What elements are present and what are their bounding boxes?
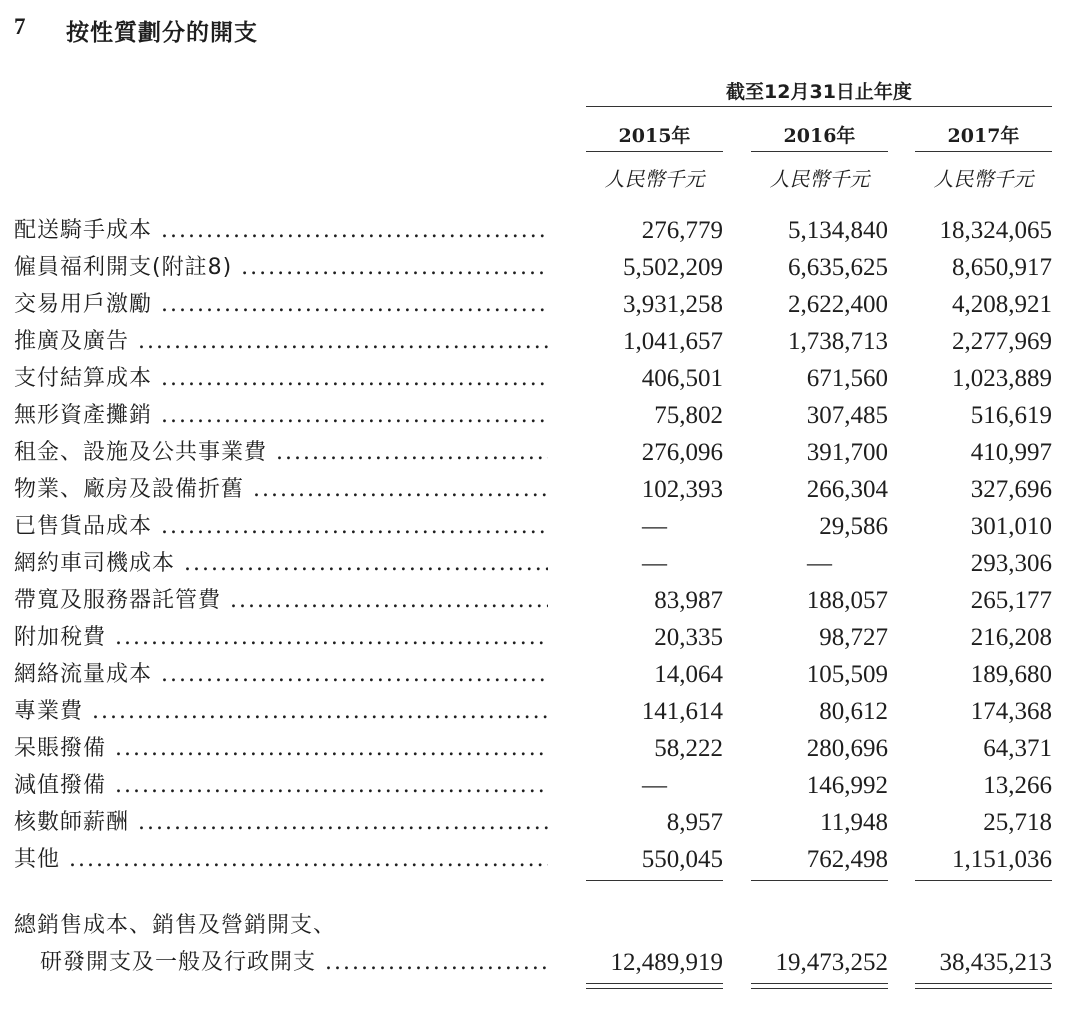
- row-value-2015: 8,957: [666, 809, 723, 836]
- row-label: 附加稅費 .....: [14, 619, 548, 656]
- row-value-2017: 18,324,065: [939, 217, 1052, 244]
- row-value-2016: 2,622,400: [788, 291, 888, 318]
- total-label-line1: 總銷售成本、銷售及營銷開支、: [14, 913, 337, 938]
- row-value-2017: 2,277,969: [952, 328, 1052, 355]
- period-rule: [586, 106, 1052, 107]
- row-value-2017: 410,997: [970, 439, 1052, 466]
- column-rule: [586, 151, 723, 152]
- row-value-2016: 762,498: [806, 846, 888, 873]
- subtotal-rule: [751, 880, 888, 881]
- row-value-2015: 58,222: [654, 735, 723, 762]
- row-value-2015: 1,041,657: [623, 328, 723, 355]
- table-row: [0, 249, 1080, 286]
- row-value-2017: 25,718: [983, 809, 1052, 836]
- row-value-2016: —: [807, 550, 832, 577]
- row-value-2016: 5,134,840: [788, 217, 888, 244]
- section-number: 7: [14, 14, 26, 39]
- row-value-2015: 75,802: [654, 402, 723, 429]
- total-label-line2: 研發開支及一般及行政開支 .....: [40, 944, 548, 981]
- table-row: [0, 545, 1080, 582]
- row-value-2017: 4,208,921: [952, 291, 1052, 318]
- column-unit: 人民幣千元: [933, 167, 1034, 191]
- table-row: [0, 323, 1080, 360]
- row-value-2016: 266,304: [806, 476, 888, 503]
- row-label: 網絡流量成本 .....: [14, 656, 548, 693]
- row-value-2017: 293,306: [970, 550, 1052, 577]
- table-row: [0, 360, 1080, 397]
- row-value-2015: —: [642, 772, 667, 799]
- row-label: 支付結算成本 .....: [14, 360, 548, 397]
- row-value-2017: 216,208: [970, 624, 1052, 651]
- column-rule: [915, 151, 1052, 152]
- row-value-2016: 98,727: [819, 624, 888, 651]
- row-label: 無形資產攤銷 .....: [14, 397, 548, 434]
- total-value-2015: 12,489,919: [610, 949, 723, 976]
- table-row: [0, 656, 1080, 693]
- row-value-2015: 83,987: [654, 587, 723, 614]
- row-label: 物業、廠房及設備折舊 .....: [14, 471, 548, 508]
- row-label: 減值撥備 .....: [14, 767, 548, 804]
- row-label: 推廣及廣告 .....: [14, 323, 548, 360]
- row-value-2015: 14,064: [654, 661, 723, 688]
- row-value-2015: 20,335: [654, 624, 723, 651]
- row-value-2016: 11,948: [820, 809, 888, 836]
- row-value-2016: 671,560: [806, 365, 888, 392]
- row-value-2016: 146,992: [806, 772, 888, 799]
- row-value-2015: 406,501: [641, 365, 723, 392]
- row-label: 帶寬及服務器託管費 .....: [14, 582, 548, 619]
- row-value-2017: 64,371: [983, 735, 1052, 762]
- subtotal-rule: [586, 880, 723, 881]
- row-label: 交易用戶激勵 .....: [14, 286, 548, 323]
- column-rule: [751, 151, 888, 152]
- row-value-2015: 141,614: [641, 698, 723, 725]
- row-value-2016: 105,509: [806, 661, 888, 688]
- total-double-rule: [586, 983, 723, 989]
- row-value-2015: —: [642, 513, 667, 540]
- row-label: 其他 .....: [14, 841, 548, 878]
- row-value-2017: 301,010: [970, 513, 1052, 540]
- table-row: [0, 730, 1080, 767]
- table-row: [0, 767, 1080, 804]
- period-header: 截至12月31日止年度: [726, 81, 912, 103]
- row-value-2017: 8,650,917: [952, 254, 1052, 281]
- table-row: [0, 508, 1080, 545]
- row-value-2016: 80,612: [819, 698, 888, 725]
- row-label: 核數師薪酬 .....: [14, 804, 548, 841]
- table-row: [0, 286, 1080, 323]
- total-value-2017: 38,435,213: [939, 949, 1052, 976]
- table-row: [0, 693, 1080, 730]
- row-label: 專業費 .....: [14, 693, 548, 730]
- row-label: 僱員福利開支(附註8) .....: [14, 249, 548, 286]
- row-value-2015: —: [642, 550, 667, 577]
- table-row: [0, 471, 1080, 508]
- row-label: 租金、設施及公共事業費 .....: [14, 434, 548, 471]
- column-year: 2017年: [947, 125, 1020, 147]
- row-label: 呆賬撥備 .....: [14, 730, 548, 767]
- table-row: [0, 582, 1080, 619]
- row-value-2015: 3,931,258: [623, 291, 723, 318]
- total-value-2016: 19,473,252: [775, 949, 888, 976]
- row-value-2017: 1,023,889: [952, 365, 1052, 392]
- row-value-2016: 280,696: [806, 735, 888, 762]
- column-year: 2015年: [618, 125, 691, 147]
- total-double-rule: [751, 983, 888, 989]
- subtotal-rule: [915, 880, 1052, 881]
- row-value-2015: 550,045: [641, 846, 723, 873]
- row-value-2017: 189,680: [970, 661, 1052, 688]
- row-value-2017: 1,151,036: [952, 846, 1052, 873]
- table-row: [0, 841, 1080, 878]
- row-value-2016: 1,738,713: [788, 328, 888, 355]
- row-label: 已售貨品成本 .....: [14, 508, 548, 545]
- section-title: 按性質劃分的開支: [66, 20, 258, 46]
- table-row: [0, 434, 1080, 471]
- row-value-2017: 174,368: [970, 698, 1052, 725]
- expense-table: [0, 212, 1080, 878]
- row-label: 配送騎手成本 .....: [14, 212, 548, 249]
- table-row: [0, 212, 1080, 249]
- section-heading: [14, 14, 258, 47]
- row-value-2016: 29,586: [819, 513, 888, 540]
- row-label: 網約車司機成本 .....: [14, 545, 548, 582]
- table-row: [0, 804, 1080, 841]
- row-value-2015: 5,502,209: [623, 254, 723, 281]
- column-unit: 人民幣千元: [604, 167, 705, 191]
- column-year: 2016年: [783, 125, 856, 147]
- row-value-2015: 276,779: [641, 217, 723, 244]
- total-row: [0, 944, 1080, 981]
- row-value-2016: 307,485: [806, 402, 888, 429]
- row-value-2016: 391,700: [806, 439, 888, 466]
- row-value-2016: 6,635,625: [788, 254, 888, 281]
- table-row: [0, 619, 1080, 656]
- row-value-2015: 276,096: [641, 439, 723, 466]
- column-unit: 人民幣千元: [769, 167, 870, 191]
- row-value-2016: 188,057: [806, 587, 888, 614]
- row-value-2017: 265,177: [970, 587, 1052, 614]
- row-value-2017: 327,696: [970, 476, 1052, 503]
- table-row: [0, 397, 1080, 434]
- row-value-2015: 102,393: [641, 476, 723, 503]
- row-value-2017: 13,266: [983, 772, 1052, 799]
- row-value-2017: 516,619: [970, 402, 1052, 429]
- total-double-rule: [915, 983, 1052, 989]
